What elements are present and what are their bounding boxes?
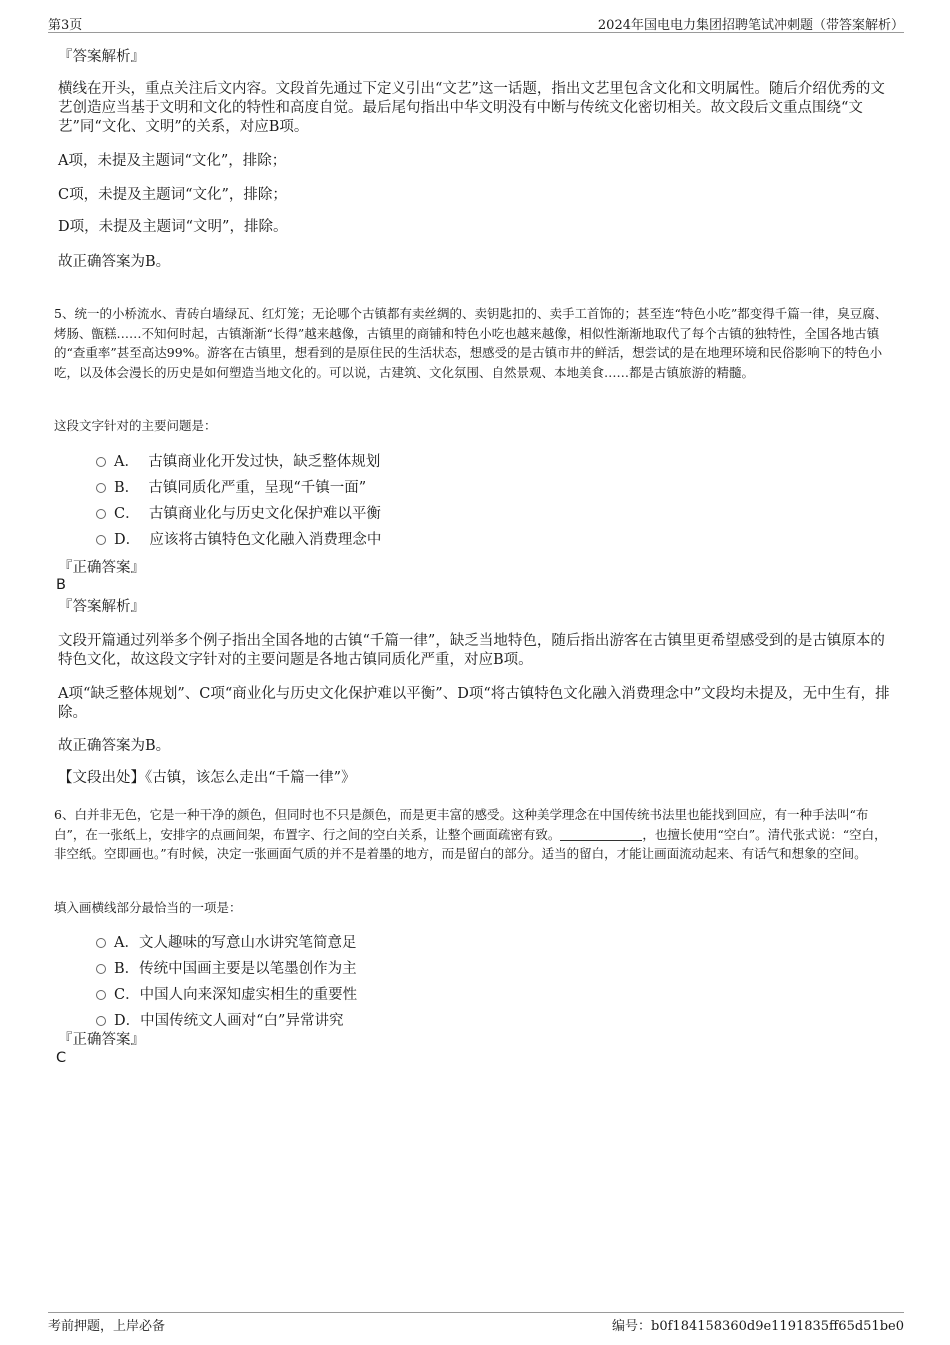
q4-analysis-option-a: A项，未提及主题词“文化”，排除； [58, 153, 287, 169]
radio-icon[interactable] [96, 509, 106, 519]
footer-serial: 编号：b0f184158360d9e1191835ff65d51be0 [612, 1319, 904, 1334]
q6-answer-label: 『正确答案』 [58, 1032, 145, 1048]
q5-analysis-label: 『答案解析』 [58, 599, 145, 615]
q5-analysis-paragraph-2: A项“缺乏整体规划”、C项“商业化与历史文化保护难以平衡”、D项“将古镇特色文化融入消费理念中”文段均未提及，无中生有，排除。 [58, 686, 890, 721]
radio-icon[interactable] [96, 483, 106, 493]
q5-answer: B [56, 577, 66, 593]
q5-option-d[interactable]: D． 应该将古镇特色文化融入消费理念中 [96, 531, 381, 550]
q5-stem: 5、统一的小桥流水、青砖白墙绿瓦、红灯笼；无论哪个古镇都有卖丝绸的、卖钥匙扣的、卖手工首饰的；甚至连“特色小吃”都变得千篇一律，臭豆腐、烤肠、甑糕……不知何时起，古镇渐渐“长得”越来越像，古镇里的商铺和特色小吃也越来越像，相似性渐渐地取代了每个古镇的独特性，全国各地古镇的“查重率”甚至高达99%。游客在古镇里，想看到的是原住民的生活状态，想感受的是古镇市井的鲜活，想尝试的是在地理环境和民俗影响下的特色小吃，以及体会漫长的历史是如何塑造当地文化的。可以说，古建筑、文化氛围、自然景观、本地美食……都是古镇旅游的精髓。 [54, 306, 888, 380]
q5-source: 【文段出处】《古镇，该怎么走出“千篇一律”》 [58, 770, 356, 786]
document-title: 2024年国电电力集团招聘笔试冲刺题（带答案解析） [597, 18, 904, 33]
radio-icon[interactable] [96, 535, 106, 545]
q5-option-b[interactable]: B． 古镇同质化严重，呈现“千镇一面” [96, 479, 366, 498]
q4-analysis-paragraph: 横线在开头，重点关注后文内容。文段首先通过下定义引出“文艺”这一话题，指出文艺里包含文化和文明属性。随后介绍优秀的文艺创造应当基于文明和文化的特性和高度自觉。最后尾句指出中华文明没有中断与传统文化密切相关。故文段后文重点围绕“文艺”同“文化、文明”的关系，对应B项。 [58, 81, 885, 135]
q5-option-c[interactable]: C． 古镇商业化与历史文化保护难以平衡 [96, 505, 381, 524]
page-number: 第3页 [48, 18, 83, 33]
q6-option-a[interactable]: A．文人趣味的写意山水讲究笔简意足 [96, 934, 356, 953]
q5-option-a[interactable]: A． 古镇商业化开发过快，缺乏整体规划 [96, 453, 380, 472]
q5-analysis-paragraph-1: 文段开篇通过列举多个例子指出全国各地的古镇“千篇一律”，缺乏当地特色，随后指出游客在古镇里更希望感受到的是古镇原本的特色文化，故这段文字针对的主要问题是各地古镇同质化严重，对应B项。 [58, 633, 885, 668]
page-footer [48, 1312, 904, 1335]
q4-analysis-label: 『答案解析』 [58, 49, 145, 65]
q6-option-c[interactable]: C．中国人向来深知虚实相生的重要性 [96, 986, 357, 1005]
q6-option-b[interactable]: B．传统中国画主要是以笔墨创作为主 [96, 960, 357, 979]
page-header [48, 14, 904, 33]
radio-icon[interactable] [96, 990, 106, 1000]
q4-analysis-option-d: D项，未提及主题词“文明”，排除。 [58, 219, 288, 235]
q6-prompt: 填入画横线部分最恰当的一项是： [54, 900, 242, 915]
radio-icon[interactable] [96, 457, 106, 467]
footer-slogan: 考前押题，上岸必备 [48, 1319, 166, 1334]
q6-stem: 6、白并非无色，它是一种干净的颜色，但同时也不只是颜色，而是更丰富的感受。这种美学理念在中国传统书法里也能找到回应，有一种手法叫“布白”，在一张纸上，安排字的点画间架，布置字、行之间的空白关系，让整个画面疏密有致。 ，也擅长使用“空白”。清代张式说：“空白，非空纸。空即画也。”有时候，决定一张画面气质的并不是着墨的地方，而是留白的部分。适当的留白，才能让画面流动起来、有话气和想象的空间。 [54, 807, 887, 861]
q5-prompt: 这段文字针对的主要问题是： [54, 418, 217, 433]
radio-icon[interactable] [96, 1016, 106, 1026]
radio-icon[interactable] [96, 938, 106, 948]
radio-icon[interactable] [96, 964, 106, 974]
q4-conclusion: 故正确答案为B。 [58, 254, 171, 270]
fill-blank [560, 828, 642, 841]
q6-answer: C [56, 1050, 67, 1066]
q5-answer-label: 『正确答案』 [58, 560, 145, 576]
q6-option-d[interactable]: D．中国传统文人画对“白”异常讲究 [96, 1012, 343, 1031]
q4-analysis-option-c: C项，未提及主题词“文化”，排除； [58, 187, 287, 203]
q5-conclusion: 故正确答案为B。 [58, 738, 171, 754]
